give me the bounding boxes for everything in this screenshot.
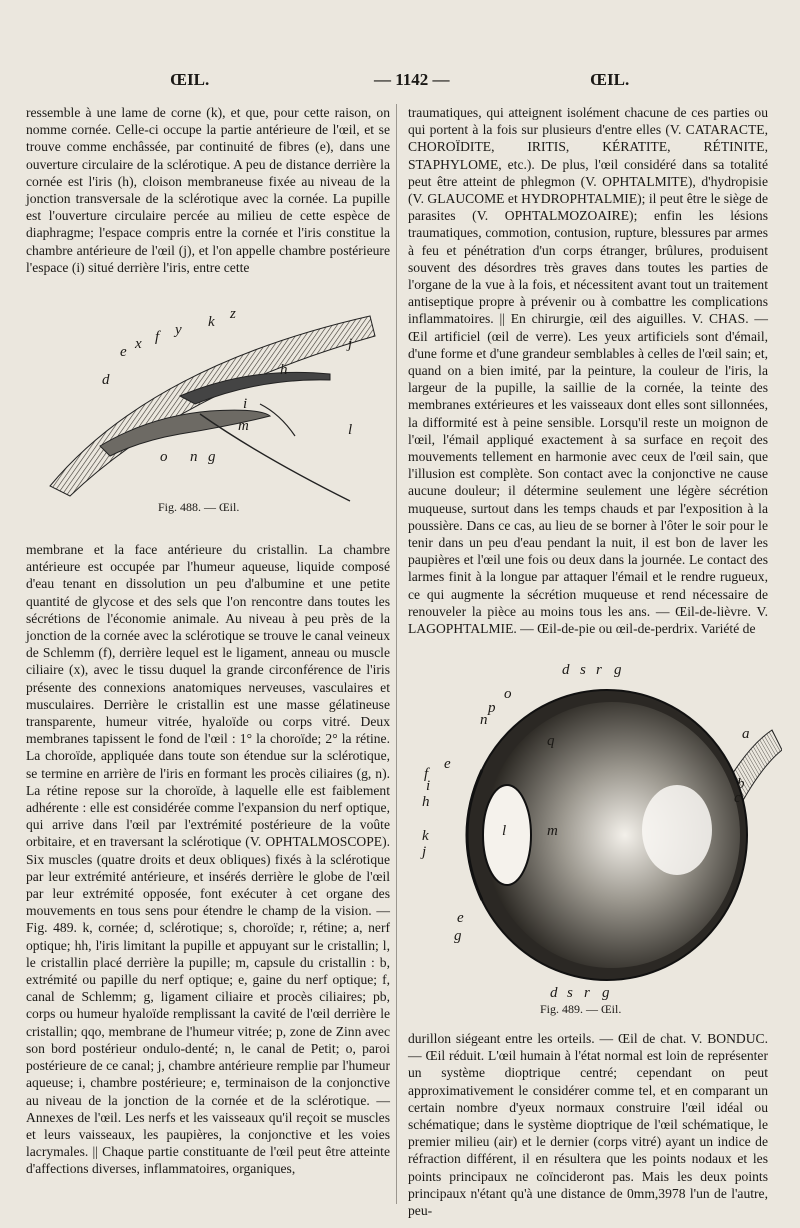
fig488-label-z: z xyxy=(230,306,236,322)
fig488-label-x: x xyxy=(135,336,142,352)
fig489-label-e2: e xyxy=(457,910,464,926)
page-header xyxy=(20,70,780,100)
fig489-label-i: i xyxy=(426,778,431,794)
left-column-bottom xyxy=(26,541,390,1178)
figure-489-eye-globe xyxy=(412,660,782,1015)
fig489-label-c: c xyxy=(734,790,741,806)
fig488-label-f: f xyxy=(155,329,160,345)
fig489-label-f: f xyxy=(424,766,429,782)
fig488-label-h: h xyxy=(280,362,288,378)
fig488-label-d: d xyxy=(102,372,110,388)
fig488-label-k: k xyxy=(208,314,215,330)
fig489-label-l: l xyxy=(502,823,507,839)
fig489-label-e: e xyxy=(444,756,451,772)
left-column-top xyxy=(26,104,390,276)
fig489-label-j: j xyxy=(422,844,427,860)
fig488-label-e: e xyxy=(120,344,127,360)
running-head-left: ŒIL. xyxy=(170,70,210,89)
paragraph: membrane et la face antérieure du cristallin. La chambre antérieure est occupée par l'humeur aqueuse, liquide composé d'eau tenant en dissolution un peu d'albumine et une petite quantité de glycose et des sels que l'on rencontre dans toutes les sécrétions de l'économie animale. Au niveau à peu près de la jonction de la cornée avec la sclérotique se trouve le canal veineux de Schlemm (f), derrière lequel est le ligament, anneau ou muscle ciliaire (x), avec le tissu duquel la grande circonférence de l'iris présente des connexions anatomiques nerveuses, vasculaires et musculaires. Derrière le cristallin est une masse gélatineuse transparente, humeur vitrée, hyaloïde ou corps vitré. Deux membranes tapissent le fond de l'œil : 1° la choroïde; 2° la rétine. La choroïde, appliquée dans toute son étendue sur la sclérotique, se termine en arrière de l'iris en formant les procès ciliaires (g, n). La rétine repose sur la choroïde, à laquelle elle est faiblement adhérente : elle est considérée comme l'expansion du nerf optique, qui arrive dans l'œil par l'extrémité postérieure de la voûte orbitaire, et en traversant la sclérotique (V. OPHTALMOSCOPE). Six muscles (quatre droits et deux obliques) fixés à la sclérotique par leur extrémité antérieure, et insérés derrière le globe de l'œil par leur extrémité opposée, font exécuter à cet organe des mouvements en tous sens pour étendre le champ de la vision. — Fig. 489. k, cornée; d, sclérotique; s, choroïde; r, rétine; a, nerf optique; hh, l'iris limitant la pupille et appuyant sur le cristallin; l, le cristallin placé derrière la pupille; m, capsule du cristallin : b, extrémité ou papille du nerf optique; e, gaine du nerf optique; f, canal de Schlemm; g, ligament ciliaire et procès ciliaires; pb, corps ou humeur hyaloïde remplissant la cavité de l'œil derrière le cristallin; qqo, membrane de l'humeur vitrée; p, zone de Zinn avec son bord postérieur ondulo-denté; n, le canal de Petit; o, paroi postérieure de ce canal; j, chambre antérieure remplie par l'humeur aqueuse; i, chambre postérieure; e, terminaison de la conjonctive au niveau de la jonction de la cornée et de la sclérotique. — Annexes de l'œil. Les nerfs et les vaisseaux qu'il reçoit se muscles et leurs vaisseaux, les paupières, la conjonctive et les voies lacrymales. || Chaque partie constituante de l'œil peut être atteinte d'affections diverses, inflammatoires, organiques, xyxy=(26,542,390,1177)
fig489-label-s2: s xyxy=(567,985,573,1001)
fig489-label-s: s xyxy=(580,662,586,678)
fig489-label-r2: r xyxy=(584,985,590,1001)
fig489-label-g3: g xyxy=(602,985,610,1001)
fig489-label-p: p xyxy=(488,700,496,716)
paragraph: durillon siégeant entre les orteils. — Œil de chat. V. BONDUC. — Œil réduit. L'œil humain à l'état normal est loin de représenter un système dioptrique centré; cependant on peut approximativement le considérer comme tel, et en comparant un certain nombre d'yeux normaux construire l'œil idéal ou schématique; dans le système dioptrique de l'œil schématique, le premier milieu (air) et le dernier (corps vitré) ayant un indice de réfraction différent, il en résultera que les points nodaux et les points principaux ne coïncideront pas. Mais les deux points principaux n'étant qu'à une distance de 0mm,3978 l'un de l'autre, peu- xyxy=(408,1031,768,1219)
fig489-label-g2: g xyxy=(454,928,462,944)
fig488-label-m: m xyxy=(238,418,249,434)
fig488-label-j: j xyxy=(348,336,353,352)
right-column-bottom xyxy=(408,1030,768,1219)
fig488-label-o: o xyxy=(160,449,168,465)
fig489-label-d2: d xyxy=(550,985,558,1001)
figure-488-eye-section xyxy=(30,296,390,516)
fig489-label-r: r xyxy=(596,662,602,678)
fig488-label-g: g xyxy=(208,449,216,465)
fig488-label-i: i xyxy=(243,396,248,412)
right-column-top xyxy=(408,104,768,637)
fig489-label-d: d xyxy=(562,662,570,678)
column-divider xyxy=(396,104,397,1204)
paragraph: traumatiques, qui atteignent isolément chacune de ces parties ou qui portent à la fois sur plusieurs d'entre elles (V. CATARACTE, CHOROÏDITE, IRITIS, KÉRATITE, RÉTINITE, STAPHYLOME, etc.). De plus, l'œil considéré dans sa totalité peut être atteint de phlegmon (V. OPHTALMITE), d'hydropisie (V. GLAUCOME et HYDROPHTALMIE); il peut être le siège de parasites (V. OPHTALMOZOAIRE); enfin les lésions traumatiques, commotion, contusion, rupture, blessures par armes à feu et pénétration d'un corps étranger, brûlures, produisent souvent des désordres très graves dans toutes les parties de l'organe de la vue à la fois, et nécessitent avant tout un traitement antiseptique propre à prévenir ou à combattre les complications inflammatoires. || En chirurgie, œil des aiguilles. V. CHAS. — Œil artificiel (œil de verre). Les yeux artificiels sont d'émail, d'une forme et d'une grandeur semblables à celles de l'œil sain; et, quand on a bien imité, par la peinture, la couleur de l'iris, la largeur de la pupille, la saillie de la cornée, la teinte des membranes extérieures et les vaisseaux dont elles sont sillonnées, la difformité est à peine sensible. Lorsqu'il reste un moignon de l'œil, l'émail appliqué exactement à sa surface en reçoit des mouvements tellement en harmonie avec ceux de l'œil sain, que l'illusion est complète. Son contact avec la conjonctive ne cause aucune douleur; il détermine seulement une légère sécrétion muqueuse, surtout dans les temps chauds et par l'exposition à la poussière. Dans ce cas, au lieu de se borner à l'ôter le soir pour le tenir dans un peu d'eau pendant la nuit, il est bon de laver les paupières et l'œil une fois ou deux dans la journée. Le contact des larmes finit à la longue par attaquer l'émail et le rendre rugueux, ce qui augmente la sécrétion muqueuse et rend nécessaire de renouveler la pièce au moins tous les ans. — Œil-de-lièvre. V. LAGOPHTALMIE. — Œil-de-pie ou œil-de-perdrix. Variété de xyxy=(408,105,768,637)
fig489-label-h: h xyxy=(422,794,430,810)
figure-489-caption: Fig. 489. — Œil. xyxy=(540,1002,622,1016)
fig489-label-m: m xyxy=(547,823,558,839)
fig489-label-b: b xyxy=(737,776,745,792)
fig489-label-q: q xyxy=(547,733,555,749)
fig488-label-l: l xyxy=(348,422,353,438)
running-head-right: ŒIL. xyxy=(590,70,630,89)
fig489-label-n: n xyxy=(480,712,488,728)
fig489-label-g: g xyxy=(614,662,622,678)
fig488-label-y: y xyxy=(175,322,182,338)
page-number: — 1142 — xyxy=(374,70,450,89)
paragraph: ressemble à une lame de corne (k), et que, pour cette raison, on nomme cornée. Celle-ci occupe la partie antérieure de l'œil, et se trouve comme enchâssée, par continuité de fibres (e), dans une ouverture circulaire de la sclérotique. A peu de distance derrière la cornée est l'iris (h), cloison membraneuse fixée au niveau de la jonction transversale de la sclérotique avec la cornée. La pupille est l'ouverture circulaire percée au milieu de cette espèce de diaphragme; l'espace compris entre la cornée et l'iris constitue la chambre antérieure de l'œil (j), et l'on appelle chambre postérieure l'espace (i) situé derrière l'iris, entre cette xyxy=(26,105,390,275)
fig488-label-n: n xyxy=(190,449,198,465)
fig489-label-k: k xyxy=(422,828,429,844)
fig489-label-o: o xyxy=(504,686,512,702)
figure-488-caption: Fig. 488. — Œil. xyxy=(158,500,240,514)
fig489-label-a: a xyxy=(742,726,750,742)
